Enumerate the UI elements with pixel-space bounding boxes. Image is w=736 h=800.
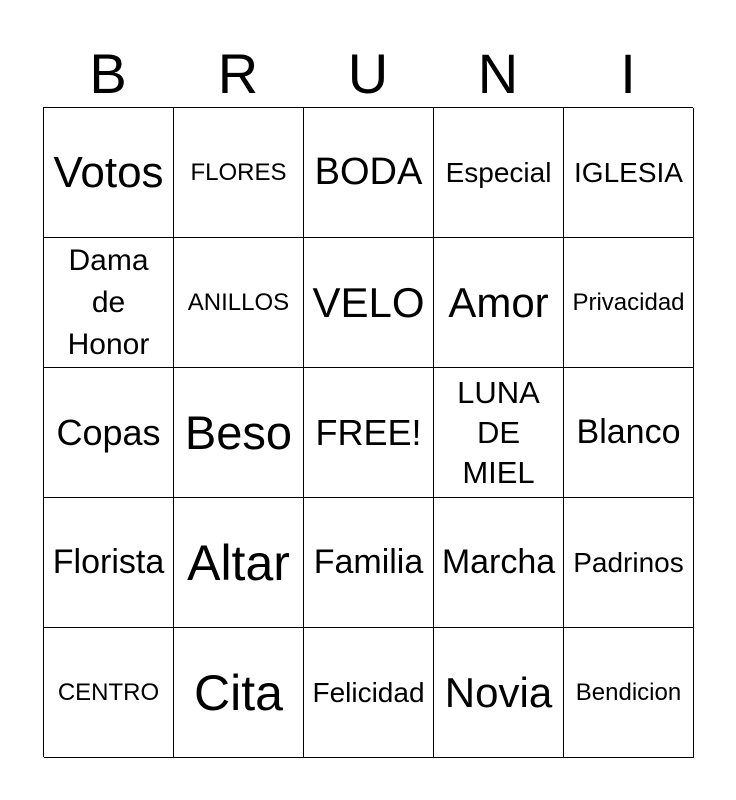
cell-text: CENTRO [57,678,160,706]
bingo-card-grid [43,107,693,757]
cell-text: Altar [187,534,290,591]
cell-text: Votos [53,147,164,197]
bingo-cell[interactable] [174,238,304,368]
cell-text: FLORES [190,158,287,186]
bingo-cell[interactable] [304,238,434,368]
bingo-cell[interactable] [434,628,564,758]
cell-text: FREE! [315,411,422,453]
free-space-cell[interactable] [304,368,434,498]
bingo-cell[interactable] [174,628,304,758]
cell-text: LUNA DE MIEL [457,374,540,490]
bingo-cell[interactable] [44,108,174,238]
cell-text: VELO [312,278,425,326]
bingo-cell[interactable] [304,108,434,238]
header-letter-i: I [620,42,636,105]
cell-text: Bendicion [575,678,682,706]
header-letter-n: N [477,42,519,105]
bingo-cell[interactable] [564,238,694,368]
bingo-cell[interactable] [304,498,434,628]
cell-text: Marcha [441,543,556,581]
cell-text: Amor [448,278,549,326]
cell-text: Florista [52,543,165,581]
bingo-cell[interactable] [44,628,174,758]
bingo-cell[interactable] [434,498,564,628]
cell-text: Privacidad [572,288,685,316]
cell-text: Blanco [576,413,681,451]
cell-text: Dama de Honor [67,243,150,361]
cell-text: ANILLOS [187,288,290,316]
cell-text: IGLESIA [574,156,683,188]
bingo-cell[interactable] [564,498,694,628]
bingo-cell[interactable] [174,498,304,628]
header-letter-u: U [347,42,389,105]
cell-text: Padrinos [573,546,684,578]
bingo-header [43,40,693,108]
cell-text: Familia [313,543,424,581]
bingo-cell[interactable] [564,108,694,238]
bingo-cell[interactable] [434,368,564,498]
bingo-cell[interactable] [434,108,564,238]
cell-text: Beso [184,406,293,459]
bingo-cell[interactable] [564,628,694,758]
bingo-cell[interactable] [174,108,304,238]
cell-text: Novia [444,668,553,716]
bingo-cell[interactable] [44,368,174,498]
cell-text: Copas [56,411,161,453]
header-letter-r: R [217,42,259,105]
bingo-cell[interactable] [304,628,434,758]
bingo-cell[interactable] [174,368,304,498]
bingo-cell[interactable] [44,498,174,628]
bingo-cell[interactable] [434,238,564,368]
cell-text: BODA [314,151,423,193]
bingo-cell[interactable] [44,238,174,368]
bingo-cell[interactable] [564,368,694,498]
cell-text: Especial [445,156,552,188]
header-letter-b: B [89,42,127,105]
cell-text: Felicidad [312,676,425,708]
cell-text: Cita [194,664,283,721]
